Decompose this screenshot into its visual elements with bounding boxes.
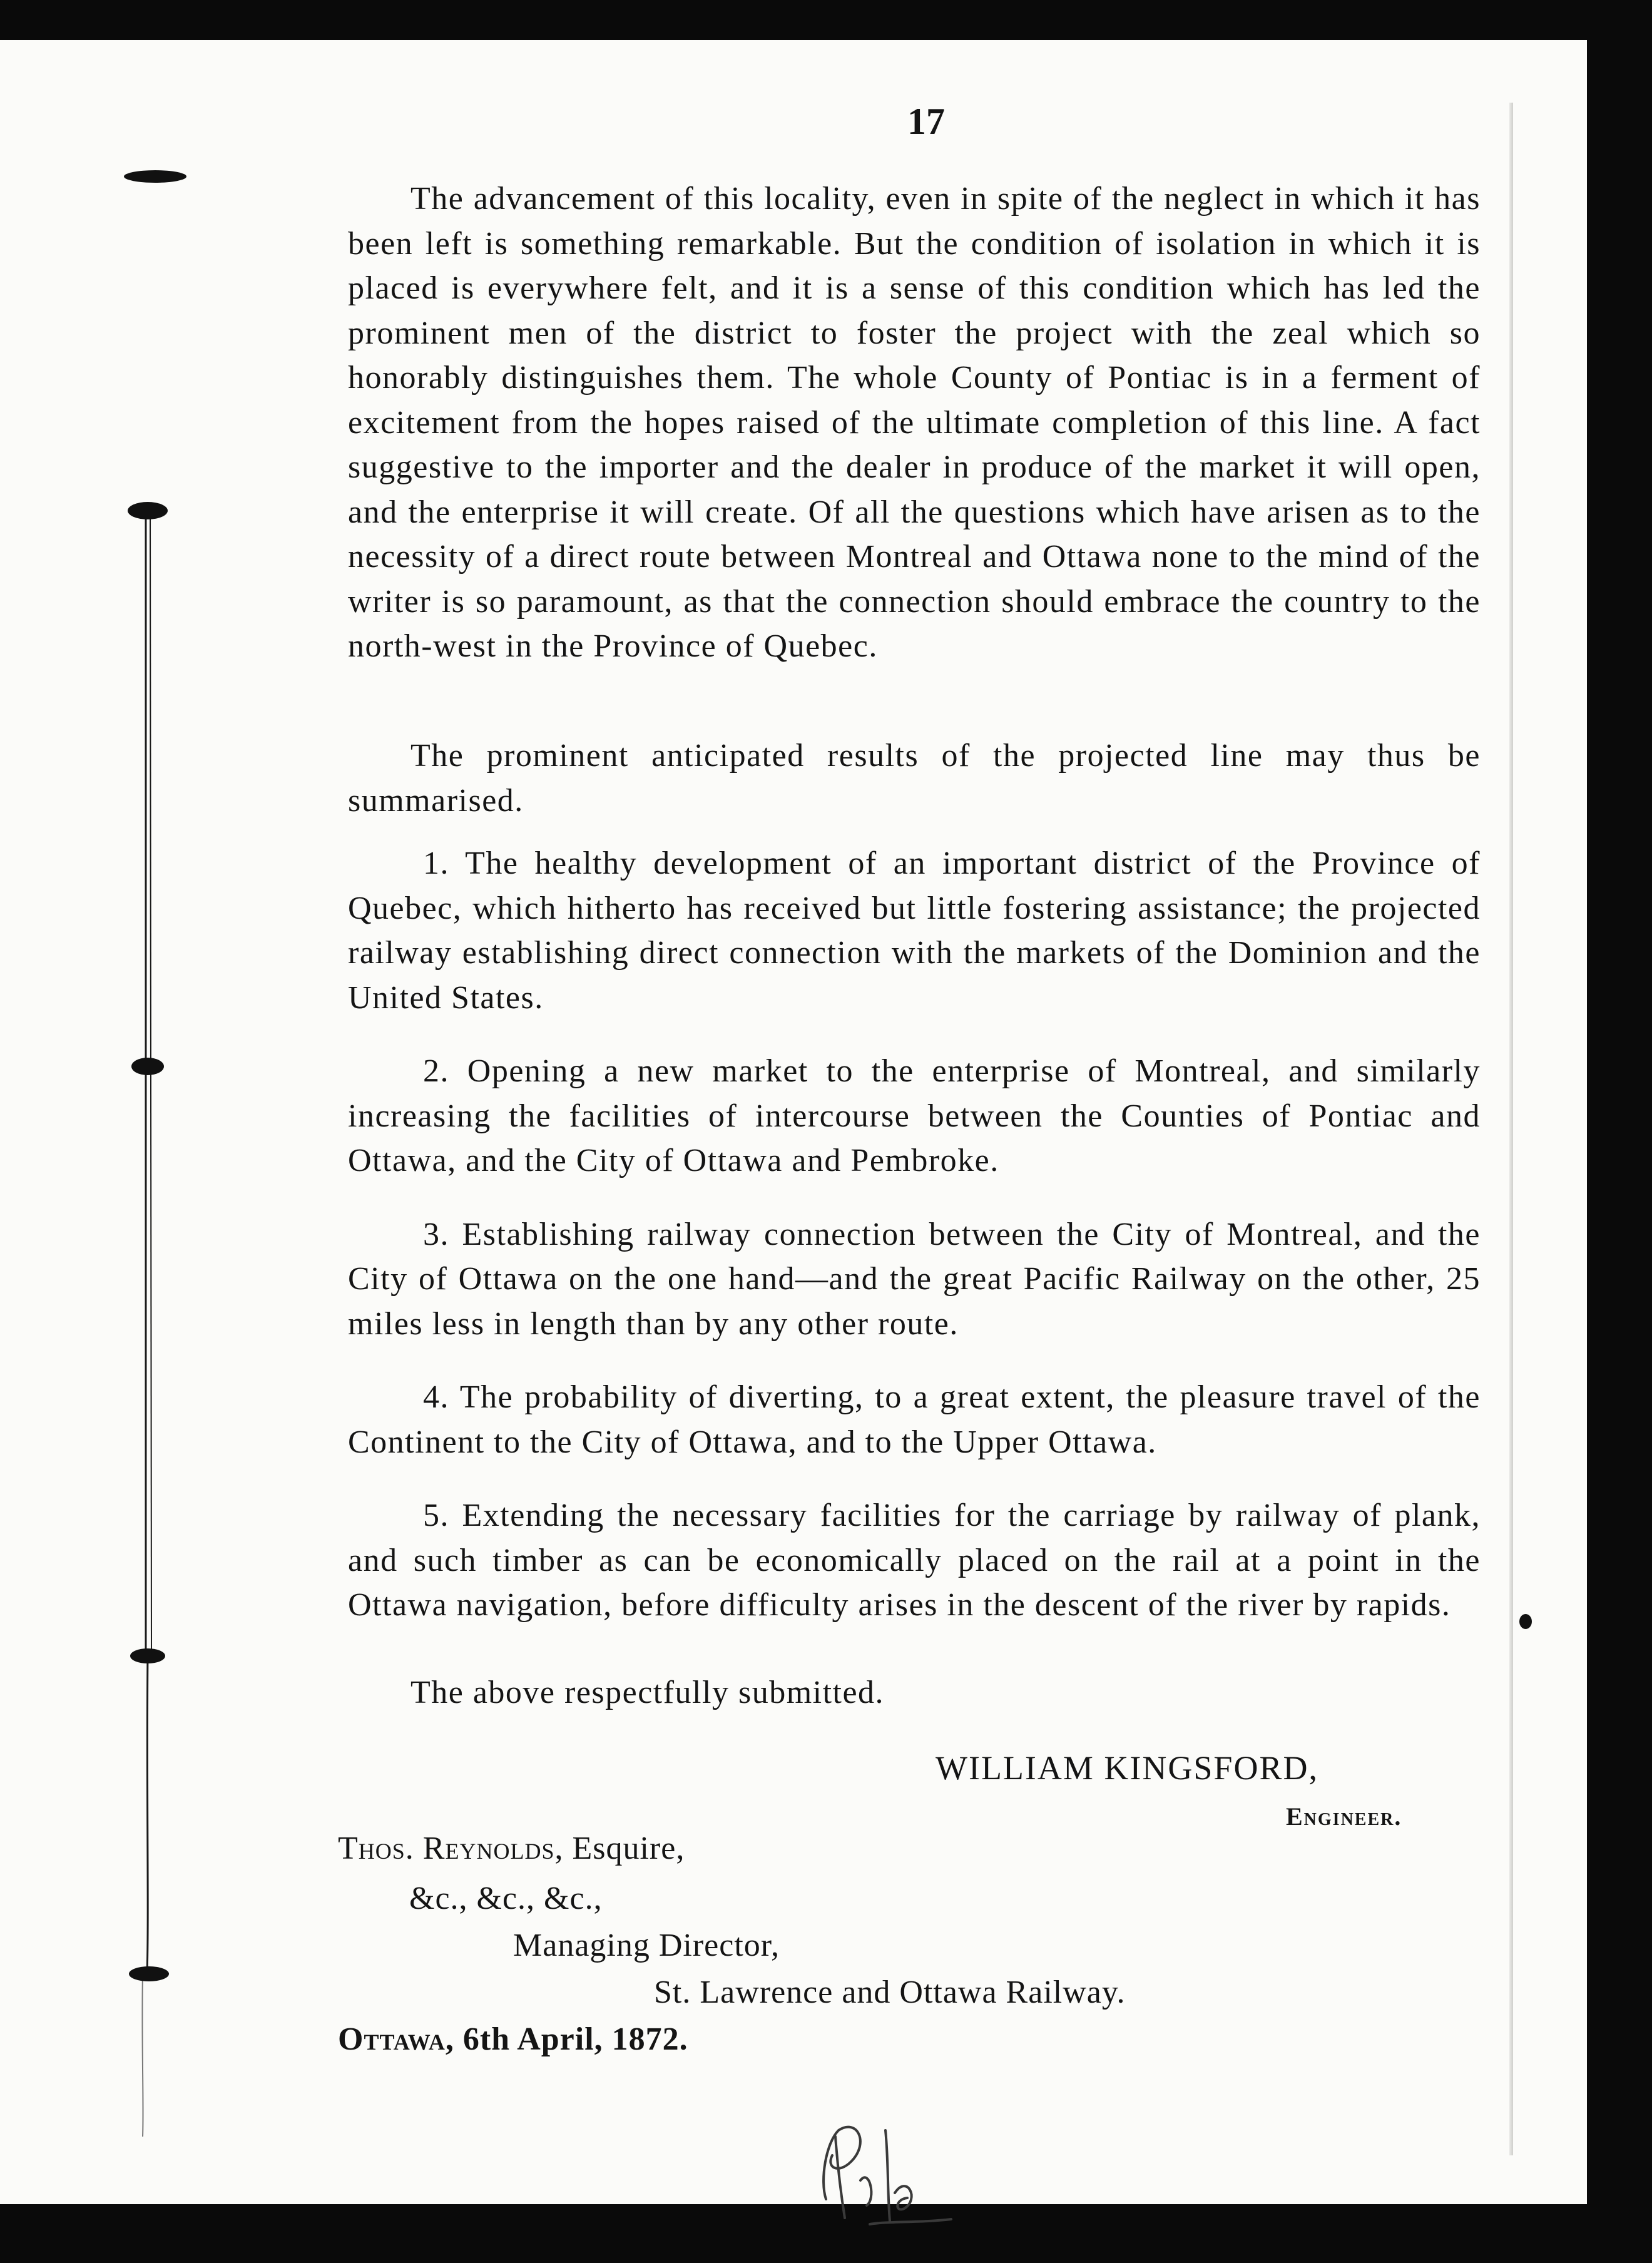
- addressee-honorific: , Esquire,: [554, 1831, 685, 1866]
- addressee-etc-line: &c., &c., &c.,: [409, 1881, 603, 1916]
- signature-name: WILLIAM KINGSFORD,: [936, 1749, 1318, 1787]
- ink-speck: [1519, 1614, 1532, 1629]
- list-item: 1. The healthy development of an important district of the Province of Quebec, which hitherto has received but little fostering assistance; the projected railway establishing direct connection with the markets of the Dominion and the United States.: [348, 845, 1481, 1016]
- binding-stitching: [0, 40, 188, 2263]
- page-number: 17: [907, 101, 945, 142]
- handwritten-mark: [801, 2105, 989, 2230]
- results-list: [348, 841, 1481, 1657]
- list-item: 4. The probability of diverting, to a great extent, the pleasure travel of the Continent to the City of Ottawa, and to the Upper Ottawa.: [348, 1379, 1481, 1460]
- addressee-company-line: St. Lawrence and Ottawa Railway.: [654, 1974, 1126, 2010]
- addressee-name-line: [338, 1830, 685, 1867]
- list-item: 5. Extending the necessary facilities for the carriage by railway of plank, and such timber as can be economically placed on the rail at a point in the Ottawa navigation, before difficulty arises in the descent of the river by rapids.: [348, 1498, 1481, 1623]
- closing-line: The above respectfully submitted.: [410, 1675, 885, 1710]
- paragraph-summary-intro: The prominent anticipated results of the projected line may thus be summarised.: [348, 738, 1481, 819]
- list-item: 2. Opening a new market to the enterprise of Montreal, and similarly increasing the facilities of intercourse between the Counties of Pontiac and Ottawa, and the City of Ottawa and Pembroke.: [348, 1053, 1481, 1178]
- date-line: [338, 2021, 688, 2058]
- addressee-role-line: Managing Director,: [513, 1928, 780, 1963]
- signature-title: Engineer.: [1286, 1802, 1402, 1831]
- page-edge-shadow: [1509, 103, 1513, 2155]
- list-item: 3. Establishing railway connection between the City of Montreal, and the City of Ottawa on the one hand—and the great Pacific Railway on the other, 25 miles less in length than by any other route.: [348, 1216, 1481, 1342]
- date-place: Ottawa: [338, 2021, 446, 2057]
- addressee-name: Thos. Reynolds: [338, 1831, 555, 1866]
- date-rest: , 6th April, 1872.: [445, 2021, 688, 2057]
- paragraph-locality: The advancement of this locality, even in spite of the neglect in which it has been left is something remarkable. But the condition of isolation in which it is placed is everywhere felt, and it is a sense of this condition which has led the prominent men of the district to foster the project with the zeal which so honorably distinguishes them. The whole County of Pontiac is in a ferment of excitement from the hopes raised of the ultimate completion of this line. A fact suggestive to the importer and the dealer in produce of the market it will open, and the enterprise it will create. Of all the questions which have arisen as to the necessity of a direct route between Montreal and Ottawa none to the mind of the writer is so paramount, as that the connection should embrace the country to the north-west in the Province of Quebec.: [348, 181, 1481, 664]
